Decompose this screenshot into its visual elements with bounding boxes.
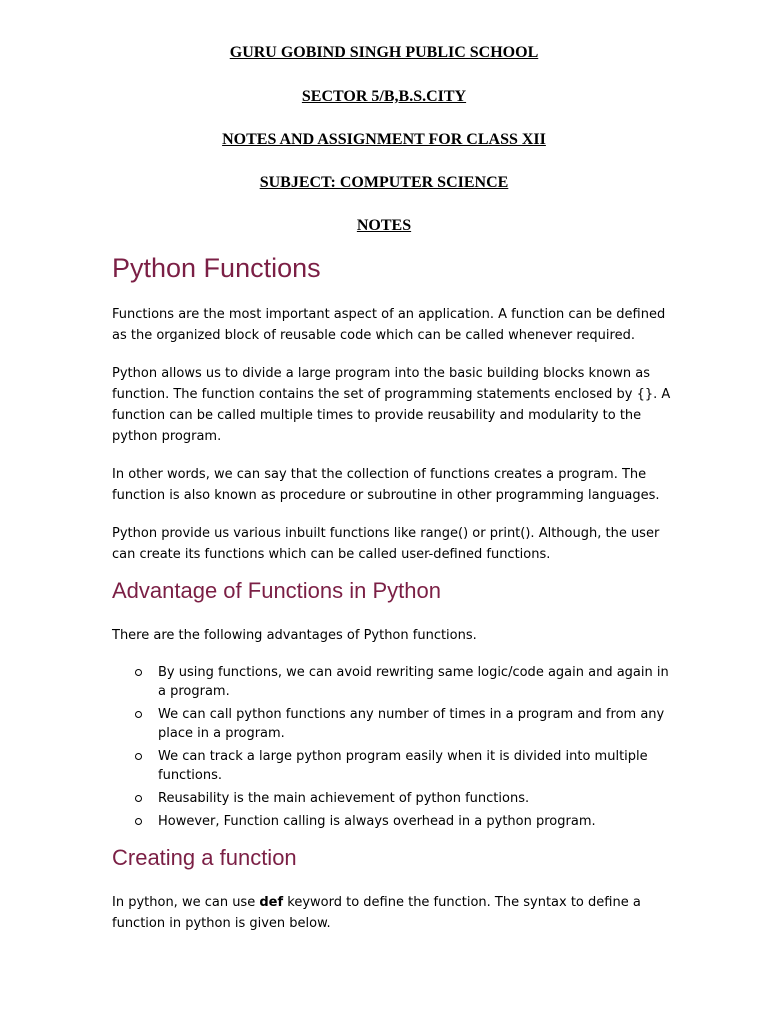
paragraph-4: Python provide us various inbuilt functions like range() or print(). Although, the user can create its functions which can be called user-defined functions.	[112, 526, 660, 562]
circle-bullet-icon	[135, 753, 142, 760]
circle-bullet-icon	[135, 818, 142, 825]
school-sector: SECTOR 5/B,B.S.CITY	[301, 88, 467, 105]
creating-function-paragraph: In python, we can use def keyword to define the function. The syntax to define a function in python is given below.	[112, 895, 641, 931]
list-item: However, Function calling is always overhead in a python program.	[112, 812, 672, 831]
notes-heading: NOTES	[356, 217, 412, 234]
list-item: Reusability is the main achievement of python functions.	[112, 789, 672, 808]
list-item: We can call python functions any number of times in a program and from any place in a program.	[112, 705, 672, 743]
circle-bullet-icon	[135, 795, 142, 802]
advantages-title: Advantage of Functions in Python	[112, 578, 441, 603]
circle-bullet-icon	[135, 711, 142, 718]
python-functions-title: Python Functions	[112, 253, 321, 283]
paragraph-1: Functions are the most important aspect of an application. A function can be defined as the organized block of reusable code which can be called whenever required.	[112, 307, 666, 343]
paragraph-2: Python allows us to divide a large program into the basic building blocks known as function. The function contains the set of programming statements enclosed by {}. A function can be called multiple times to provide reusability and modularity to the python program.	[112, 366, 671, 444]
advantages-list	[112, 663, 672, 835]
list-item: We can track a large python program easily when it is divided into multiple functions.	[112, 747, 672, 785]
paragraph-3: In other words, we can say that the collection of functions creates a program. The function is also known as procedure or subroutine in other programming languages.	[112, 467, 660, 503]
subject-heading: SUBJECT: COMPUTER SCIENCE	[259, 174, 509, 191]
creating-function-title: Creating a function	[112, 845, 297, 870]
notes-assignment-heading: NOTES AND ASSIGNMENT FOR CLASS XII	[222, 131, 546, 148]
list-item: By using functions, we can avoid rewriting same logic/code again and again in a program.	[112, 663, 672, 701]
circle-bullet-icon	[135, 669, 142, 676]
def-keyword: def	[259, 895, 284, 910]
school-name: GURU GOBIND SINGH PUBLIC SCHOOL	[229, 44, 539, 61]
advantages-intro: There are the following advantages of Python functions.	[112, 628, 477, 643]
